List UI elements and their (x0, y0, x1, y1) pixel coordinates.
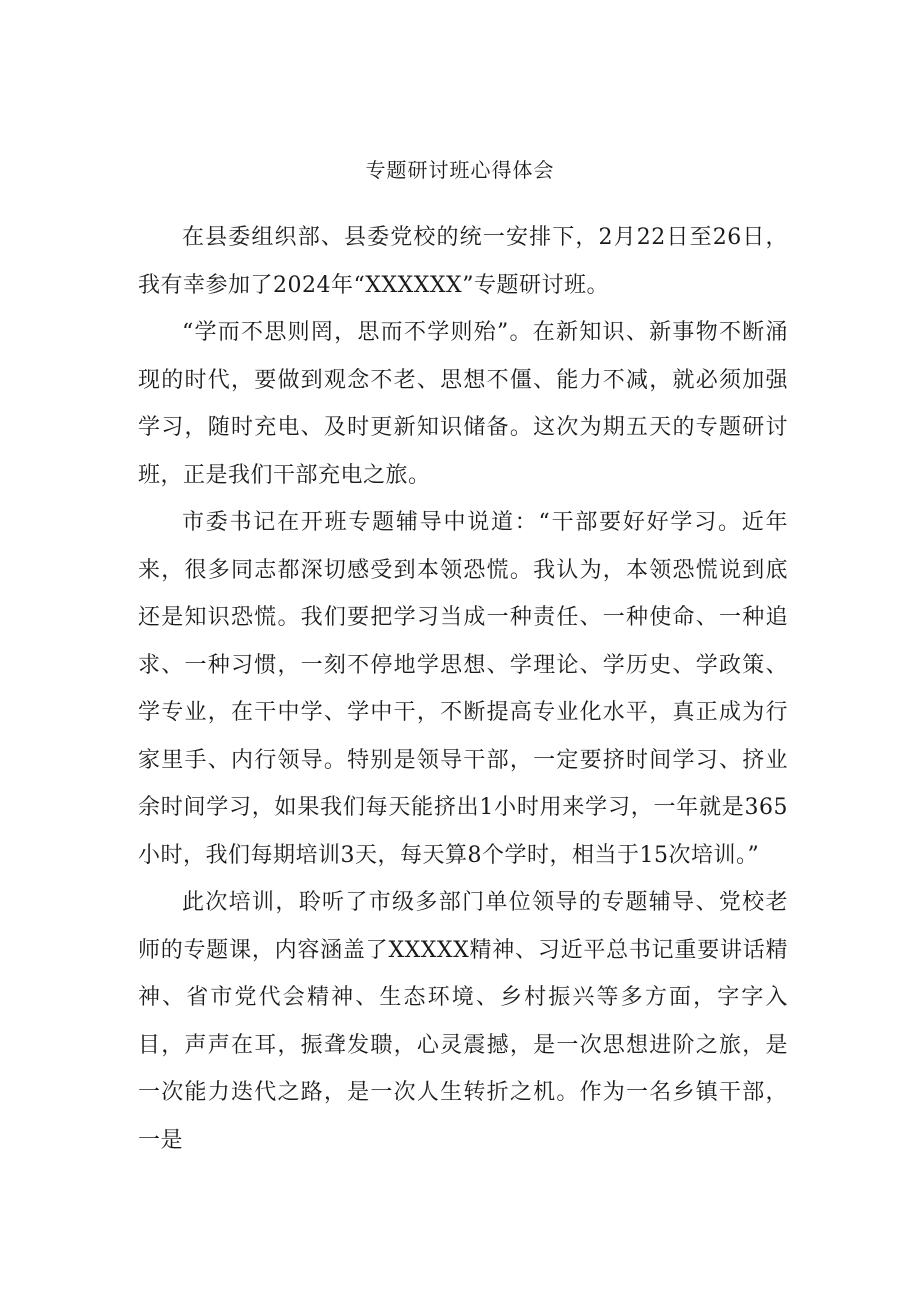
document-title: 专题研讨班心得体会 (365, 158, 555, 182)
paragraph-2: “学而不思则罔，思而不学则殆”。在新知识、新事物不断涌现的时代，要做到观念不老、思想不僵、能力不减，就必须加强学习，随时充电、及时更新知识储备。这次为期五天的专题研讨班，正是我们干部充电之旅。 (138, 320, 788, 488)
paragraph-4: 此次培训，聆听了市级多部门单位领导的专题辅导、党校老师的专题课，内容涵盖了XXXXX精神、习近平总书记重要讲话精神、省市党代会精神、生态环境、乡村振兴等多方面，字字入目，声声在耳，振聋发聩，心灵震撼，是一次思想进阶之旅，是一次能力迭代之路，是一次人生转折之机。作为一名乡镇干部，一是 (138, 890, 788, 1153)
document-body (138, 214, 788, 1164)
paragraph-1: 在县委组织部、县委党校的统一安排下，2月22日至26日，我有幸参加了2024年“XXXXXX”专题研讨班。 (138, 225, 788, 298)
paragraph-3: 市委书记在开班专题辅导中说道：“干部要好好学习。近年来，很多同志都深切感受到本领恐慌。我认为，本领恐慌说到底还是知识恐慌。我们要把学习当成一种责任、一种使命、一种追求、一种习惯，一刻不停地学思想、学理论、学历史、学政策、学专业，在干中学、学中干，不断提高专业化水平，真正成为行家里手、内行领导。特别是领导干部，一定要挤时间学习、挤业余时间学习，如果我们每天能挤出1小时用来学习，一年就是365小时，我们每期培训3天，每天算8个学时，相当于15次培训。” (138, 510, 788, 868)
